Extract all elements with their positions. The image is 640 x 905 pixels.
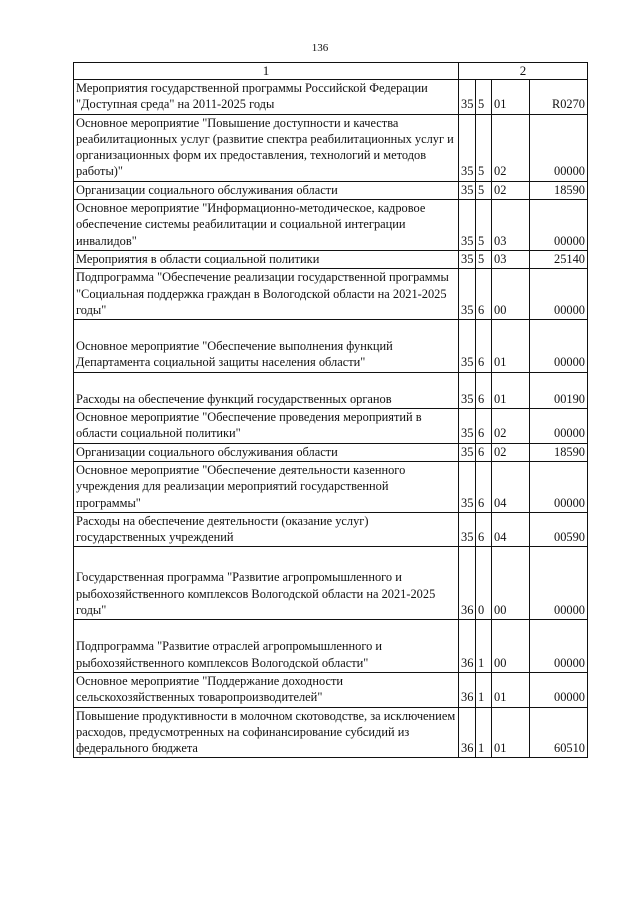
row-direction-code: 01 [492, 372, 530, 408]
page-number: 136 [311, 42, 329, 54]
row-name: Организации социального обслуживания области [74, 181, 459, 199]
row-program-code: 35 [459, 200, 476, 251]
row-direction-code: 00 [492, 269, 530, 320]
row-direction-code: 04 [492, 461, 530, 512]
table-row [74, 372, 588, 408]
table-row [74, 181, 588, 199]
row-subprogram-code: 6 [476, 320, 492, 373]
row-subprogram-code: 1 [476, 707, 492, 758]
row-program-code: 35 [459, 114, 476, 181]
row-subprogram-code: 0 [476, 547, 492, 620]
row-name: Подпрограмма "Обеспечение реализации государственной программы "Социальная поддержка граждан в Вологодской области на 2021-2025 годы" [74, 269, 459, 320]
table-row [74, 269, 588, 320]
budget-classification-table [73, 62, 588, 758]
table-row [74, 320, 588, 373]
row-program-code: 35 [459, 80, 476, 115]
table-header-row [74, 63, 588, 80]
header-col-2: 2 [459, 63, 588, 80]
row-program-code: 35 [459, 443, 476, 461]
row-name: Мероприятия государственной программы Российской Федерации "Доступная среда" на 2011-2025 годы [74, 80, 459, 115]
row-name: Повышение продуктивности в молочном скотоводстве, за исключением расходов, предусмотренных на софинансирование субсидий из федерального бюджета [74, 707, 459, 758]
header-col-1: 1 [74, 63, 459, 80]
row-direction-code: 00 [492, 547, 530, 620]
row-expense-code: 00000 [530, 461, 588, 512]
row-name: Основное мероприятие "Поддержание доходности сельскохозяйственных товаропроизводителей" [74, 672, 459, 707]
row-direction-code: 00 [492, 620, 530, 673]
row-program-code: 35 [459, 461, 476, 512]
table-row [74, 512, 588, 547]
row-name: Основное мероприятие "Повышение доступности и качества реабилитационных услуг (развитие спектра реабилитационных услуг и организационных форм их предоставления, технологий и методов работы)" [74, 114, 459, 181]
table-row [74, 200, 588, 251]
row-name: Мероприятия в области социальной политики [74, 250, 459, 268]
row-program-code: 35 [459, 512, 476, 547]
row-subprogram-code: 6 [476, 372, 492, 408]
row-program-code: 36 [459, 707, 476, 758]
row-expense-code: 00000 [530, 409, 588, 444]
row-subprogram-code: 6 [476, 409, 492, 444]
row-direction-code: 01 [492, 320, 530, 373]
row-subprogram-code: 5 [476, 181, 492, 199]
row-program-code: 35 [459, 181, 476, 199]
row-expense-code: 25140 [530, 250, 588, 268]
row-subprogram-code: 6 [476, 461, 492, 512]
row-direction-code: 02 [492, 443, 530, 461]
row-direction-code: 02 [492, 114, 530, 181]
row-program-code: 36 [459, 547, 476, 620]
row-direction-code: 02 [492, 409, 530, 444]
row-name: Организации социального обслуживания области [74, 443, 459, 461]
row-program-code: 36 [459, 672, 476, 707]
row-program-code: 35 [459, 250, 476, 268]
row-direction-code: 03 [492, 200, 530, 251]
row-expense-code: 00000 [530, 547, 588, 620]
row-expense-code: 60510 [530, 707, 588, 758]
table-row [74, 250, 588, 268]
row-expense-code: 00000 [530, 620, 588, 673]
row-direction-code: 03 [492, 250, 530, 268]
row-name: Государственная программа "Развитие агропромышленного и рыбохозяйственного комплексов Вологодской области на 2021-2025 годы" [74, 547, 459, 620]
row-name: Расходы на обеспечение деятельности (оказание услуг) государственных учреждений [74, 512, 459, 547]
row-program-code: 35 [459, 320, 476, 373]
row-expense-code: 00190 [530, 372, 588, 408]
row-direction-code: 01 [492, 672, 530, 707]
row-program-code: 35 [459, 269, 476, 320]
row-subprogram-code: 6 [476, 269, 492, 320]
table-row [74, 461, 588, 512]
row-expense-code: 18590 [530, 443, 588, 461]
row-subprogram-code: 5 [476, 200, 492, 251]
row-expense-code: 00000 [530, 114, 588, 181]
row-program-code: 35 [459, 372, 476, 408]
row-name: Основное мероприятие "Обеспечение деятельности казенного учреждения для реализации мероприятий государственной программы" [74, 461, 459, 512]
row-expense-code: R0270 [530, 80, 588, 115]
row-subprogram-code: 5 [476, 114, 492, 181]
table-row [74, 409, 588, 444]
row-expense-code: 00590 [530, 512, 588, 547]
table-row [74, 707, 588, 758]
row-expense-code: 00000 [530, 200, 588, 251]
row-expense-code: 18590 [530, 181, 588, 199]
row-direction-code: 02 [492, 181, 530, 199]
row-name: Основное мероприятие "Обеспечение выполнения функций Департамента социальной защиты населения области" [74, 320, 459, 373]
row-name: Подпрограмма "Развитие отраслей агропромышленного и рыбохозяйственного комплексов Вологодской области" [74, 620, 459, 673]
row-name: Основное мероприятие "Информационно-методическое, кадровое обеспечение системы реабилитации и социальной интеграции инвалидов" [74, 200, 459, 251]
row-program-code: 36 [459, 620, 476, 673]
table-row [74, 672, 588, 707]
row-name: Основное мероприятие "Обеспечение проведения мероприятий в области социальной политики" [74, 409, 459, 444]
table-row [74, 443, 588, 461]
table-row [74, 547, 588, 620]
row-expense-code: 00000 [530, 672, 588, 707]
row-direction-code: 01 [492, 707, 530, 758]
row-subprogram-code: 1 [476, 620, 492, 673]
table-row [74, 114, 588, 181]
row-expense-code: 00000 [530, 269, 588, 320]
table-row [74, 620, 588, 673]
table-row [74, 80, 588, 115]
row-subprogram-code: 6 [476, 512, 492, 547]
row-direction-code: 01 [492, 80, 530, 115]
row-subprogram-code: 1 [476, 672, 492, 707]
row-direction-code: 04 [492, 512, 530, 547]
row-name: Расходы на обеспечение функций государственных органов [74, 372, 459, 408]
row-subprogram-code: 6 [476, 443, 492, 461]
row-expense-code: 00000 [530, 320, 588, 373]
row-program-code: 35 [459, 409, 476, 444]
row-subprogram-code: 5 [476, 250, 492, 268]
row-subprogram-code: 5 [476, 80, 492, 115]
